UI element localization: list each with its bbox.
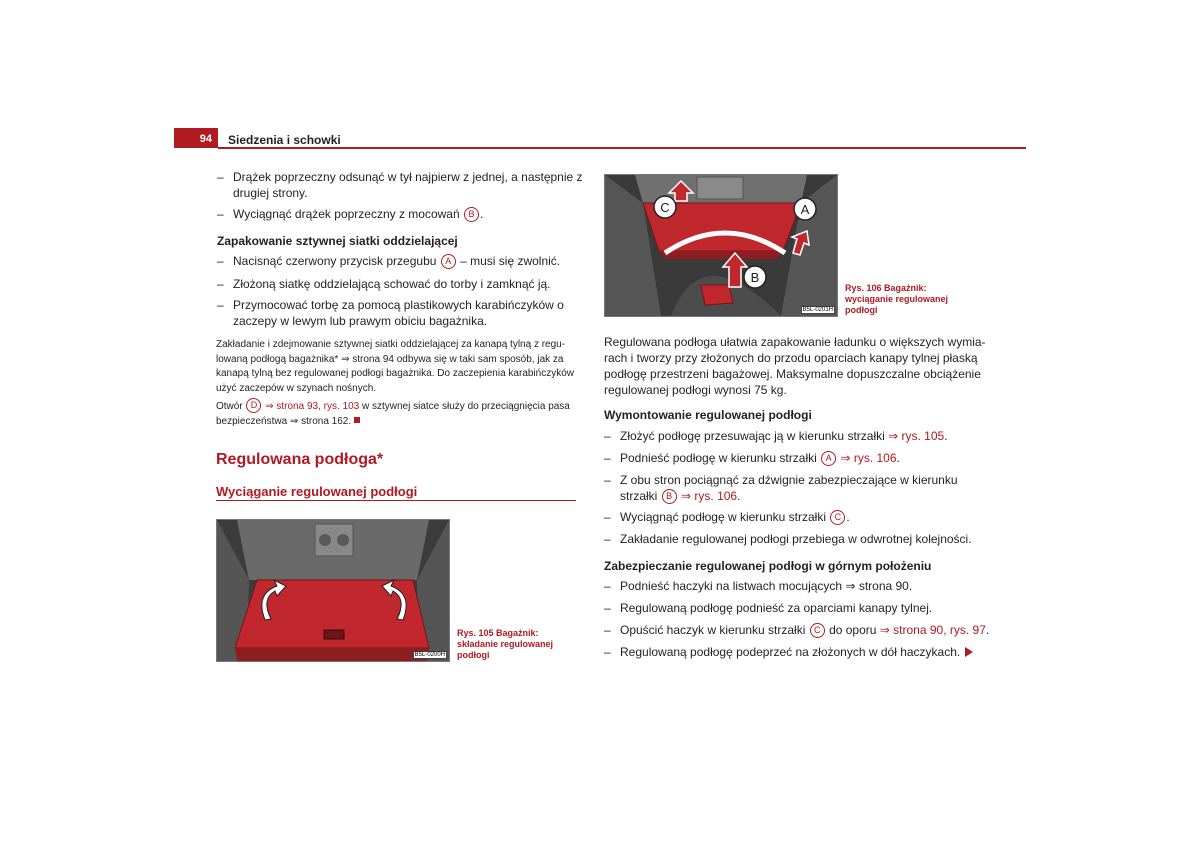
- floor-removal-illustration: [605, 175, 837, 316]
- end-marker-icon: [354, 417, 360, 423]
- callout-d: D: [246, 398, 261, 413]
- figure-105-caption: Rys. 105 Bagażnik: składanie regulowanej podłogi: [457, 628, 554, 660]
- cross-reference-link[interactable]: ⇒ rys. 105: [884, 429, 945, 443]
- figure-106-caption: Rys. 106 Bagażnik: wyciąganie regulowanej podłogi: [845, 283, 949, 315]
- header-rule: [218, 147, 1026, 149]
- secure-heading: Zabezpieczanie regulowanej podłogi w górnym położeniu: [604, 559, 932, 573]
- chapter-title: Siedzenia i schowki: [228, 133, 341, 147]
- section-title: Regulowana podłoga*: [216, 451, 384, 468]
- callout-a: A: [821, 451, 836, 466]
- cross-reference-link[interactable]: ⇒ strona 93, rys. 103: [265, 401, 360, 412]
- note-paragraph: Zakładanie i zdejmowanie sztywnej siatki oddzielającej za kanapą tylną z regu- lowaną podłogą bagażnika* ⇒ strona 94 odbywa się w taki sam sposób, jak za kanapą tylną bez regulowanej podłogi bagażnika. Do zaczepienia karabińczyków użyć zaczepów w szynach nośnych.: [216, 339, 575, 394]
- callout-b: B: [662, 489, 677, 504]
- note-paragraph-2: Otwór D ⇒ strona 93, rys. 103 w sztywnej siatce służy do przeciągnięcia pasa bezpieczeństwa ⇒ strona 162.: [216, 400, 570, 427]
- subsection-rule: [216, 500, 576, 501]
- label-a: A: [800, 202, 810, 217]
- callout-c: C: [810, 623, 825, 638]
- figure-code: B5L-0200H: [414, 652, 445, 658]
- callout-c: C: [830, 510, 845, 525]
- label-b: B: [750, 270, 760, 285]
- subsection-title: Wyciąganie regulowanej podłogi: [216, 484, 418, 499]
- remove-heading: Wymontowanie regulowanej podłogi: [604, 408, 812, 422]
- page-number: 94: [174, 128, 218, 148]
- figure-code: B5L-0201H: [802, 307, 833, 313]
- page-header: [174, 128, 1026, 148]
- callout-a: A: [441, 254, 456, 269]
- intro-paragraph: Regulowana podłoga ułatwia zapakowanie ładunku o większych wymia- rach i tworzy przy złożonych do przodu oparciach kanapy tylnej płaską podłogę przestrzeni bagażowej. Maksymalne dopuszczalne obciążenie regulowanej podłogi wynosi 75 kg.: [604, 335, 986, 397]
- figure-106-image: [604, 174, 838, 317]
- packing-heading: Zapakowanie sztywnej siatki oddzielającej: [217, 234, 458, 248]
- trunk-floor-illustration: [217, 520, 449, 661]
- continue-arrow-icon[interactable]: [965, 647, 973, 657]
- label-c: C: [660, 200, 670, 215]
- cross-reference-link[interactable]: ⇒ strona 90, rys. 97: [876, 623, 986, 637]
- cross-reference-link[interactable]: ⇒ rys. 106: [837, 451, 897, 465]
- figure-105-image: [216, 519, 450, 662]
- cross-reference-link[interactable]: ⇒ rys. 106: [677, 489, 738, 503]
- callout-b: B: [464, 207, 479, 222]
